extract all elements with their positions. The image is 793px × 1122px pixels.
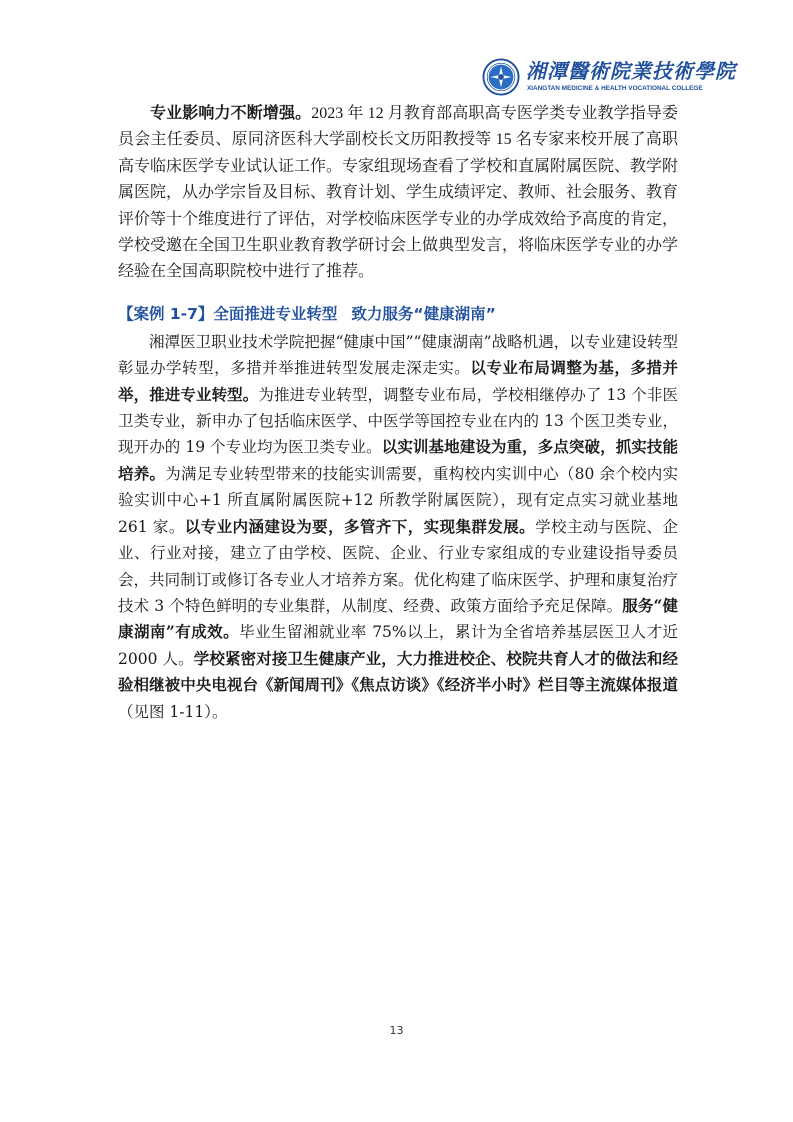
case-bold-1: 以专业布局调整为基，多措并举，推进专业转型。 [118, 358, 678, 404]
case-text-4: 学校主动与医院、企业、行业对接，建立了由学校、医院、企业、行业专家组成的专业建设指导委员会，共同制订或修订各专业人才培养方案。优化构建了临床医学、护理和康复治疗技术 3 个特色鲜明的专业集群，从制度、经费、政策方面给予充足保障。 [118, 517, 678, 615]
page-header [482, 58, 736, 98]
case-heading [118, 303, 678, 325]
college-emblem-icon [482, 58, 520, 96]
paragraph-text: 2023 年 12 月教育部高职高专医学类专业教学指导委员会主任委员、原同济医科大学副校长文历阳教授等 15 名专家来校开展了高职高专临床医学专业试认证工作。专家组现场查看了学校和直属附属医院、教学附属医院，从办学宗旨及目标、教育计划、学生成绩评定、教师、社会服务、教育评价等十个维度进行了评估，对学校临床医学专业的办学成效给予高度的肯定，学校受邀在全国卫生职业教育教学研讨会上做典型发言，将临床医学专业的办学经验在全国高职院校中进行了推荐。 [118, 105, 679, 281]
case-text-5: 毕业生留湘就业率 75%以上，累计为全省培养基层医卫人才近 2000 人。 [118, 623, 678, 668]
case-bold-4: 服务“健康湖南”有成效。 [118, 595, 678, 642]
case-bold-2: 以实训基地建设为重，多点突破，抓实技能培养。 [118, 437, 678, 483]
paragraph-lead: 专业影响力不断增强。 [150, 105, 312, 122]
document-body [118, 101, 678, 725]
case-text-1: 湘潭医卫职业技术学院把握“健康中国”“健康湖南”战略机遇，以专业建设转型彰显办学转型，多措并举推进转型发展走深走实。 [118, 332, 678, 378]
case-bold-5: 学校紧密对接卫生健康产业，大力推进校企、校院共育人才的做法和经验相继被中央电视台《新闻周刊》《焦点访谈》《经济半小时》栏目等主流媒体报道 [118, 648, 678, 695]
college-name-cn: 湘潭醫術院業技術學院 [526, 59, 736, 83]
case-bold-3: 以专业内涵建设为要，多管齐下，实现集群发展。 [184, 516, 536, 536]
case-text-2: 为推进专业转型，调整专业布局，学校相继停办了 13 个非医卫类专业，新申办了包括临床医学、中医学等国控专业在内的 13 个医卫类专业，现开办的 19 个专业均为医卫类专业。 [118, 385, 678, 457]
college-name-en: XIANGTAN MEDICINE & HEALTH VOCATIONAL COLLEGE [527, 85, 703, 92]
paragraph-case-body [118, 329, 678, 725]
case-label: 【案例 1-7】全面推进专业转型 [118, 304, 338, 323]
case-text-6: （见图 1-11）。 [118, 702, 228, 721]
page-number: 13 [389, 1024, 404, 1037]
case-text-3: 为满足专业转型带来的技能实训需要，重构校内实训中心（80 余个校内实验实训中心+1 所直属附属医院+12 所教学附属医院），现有定点实习就业基地 261 家。 [118, 464, 678, 536]
paragraph-professional-influence [118, 101, 678, 286]
case-subtitle: 致力服务“健康湖南” [351, 304, 496, 323]
